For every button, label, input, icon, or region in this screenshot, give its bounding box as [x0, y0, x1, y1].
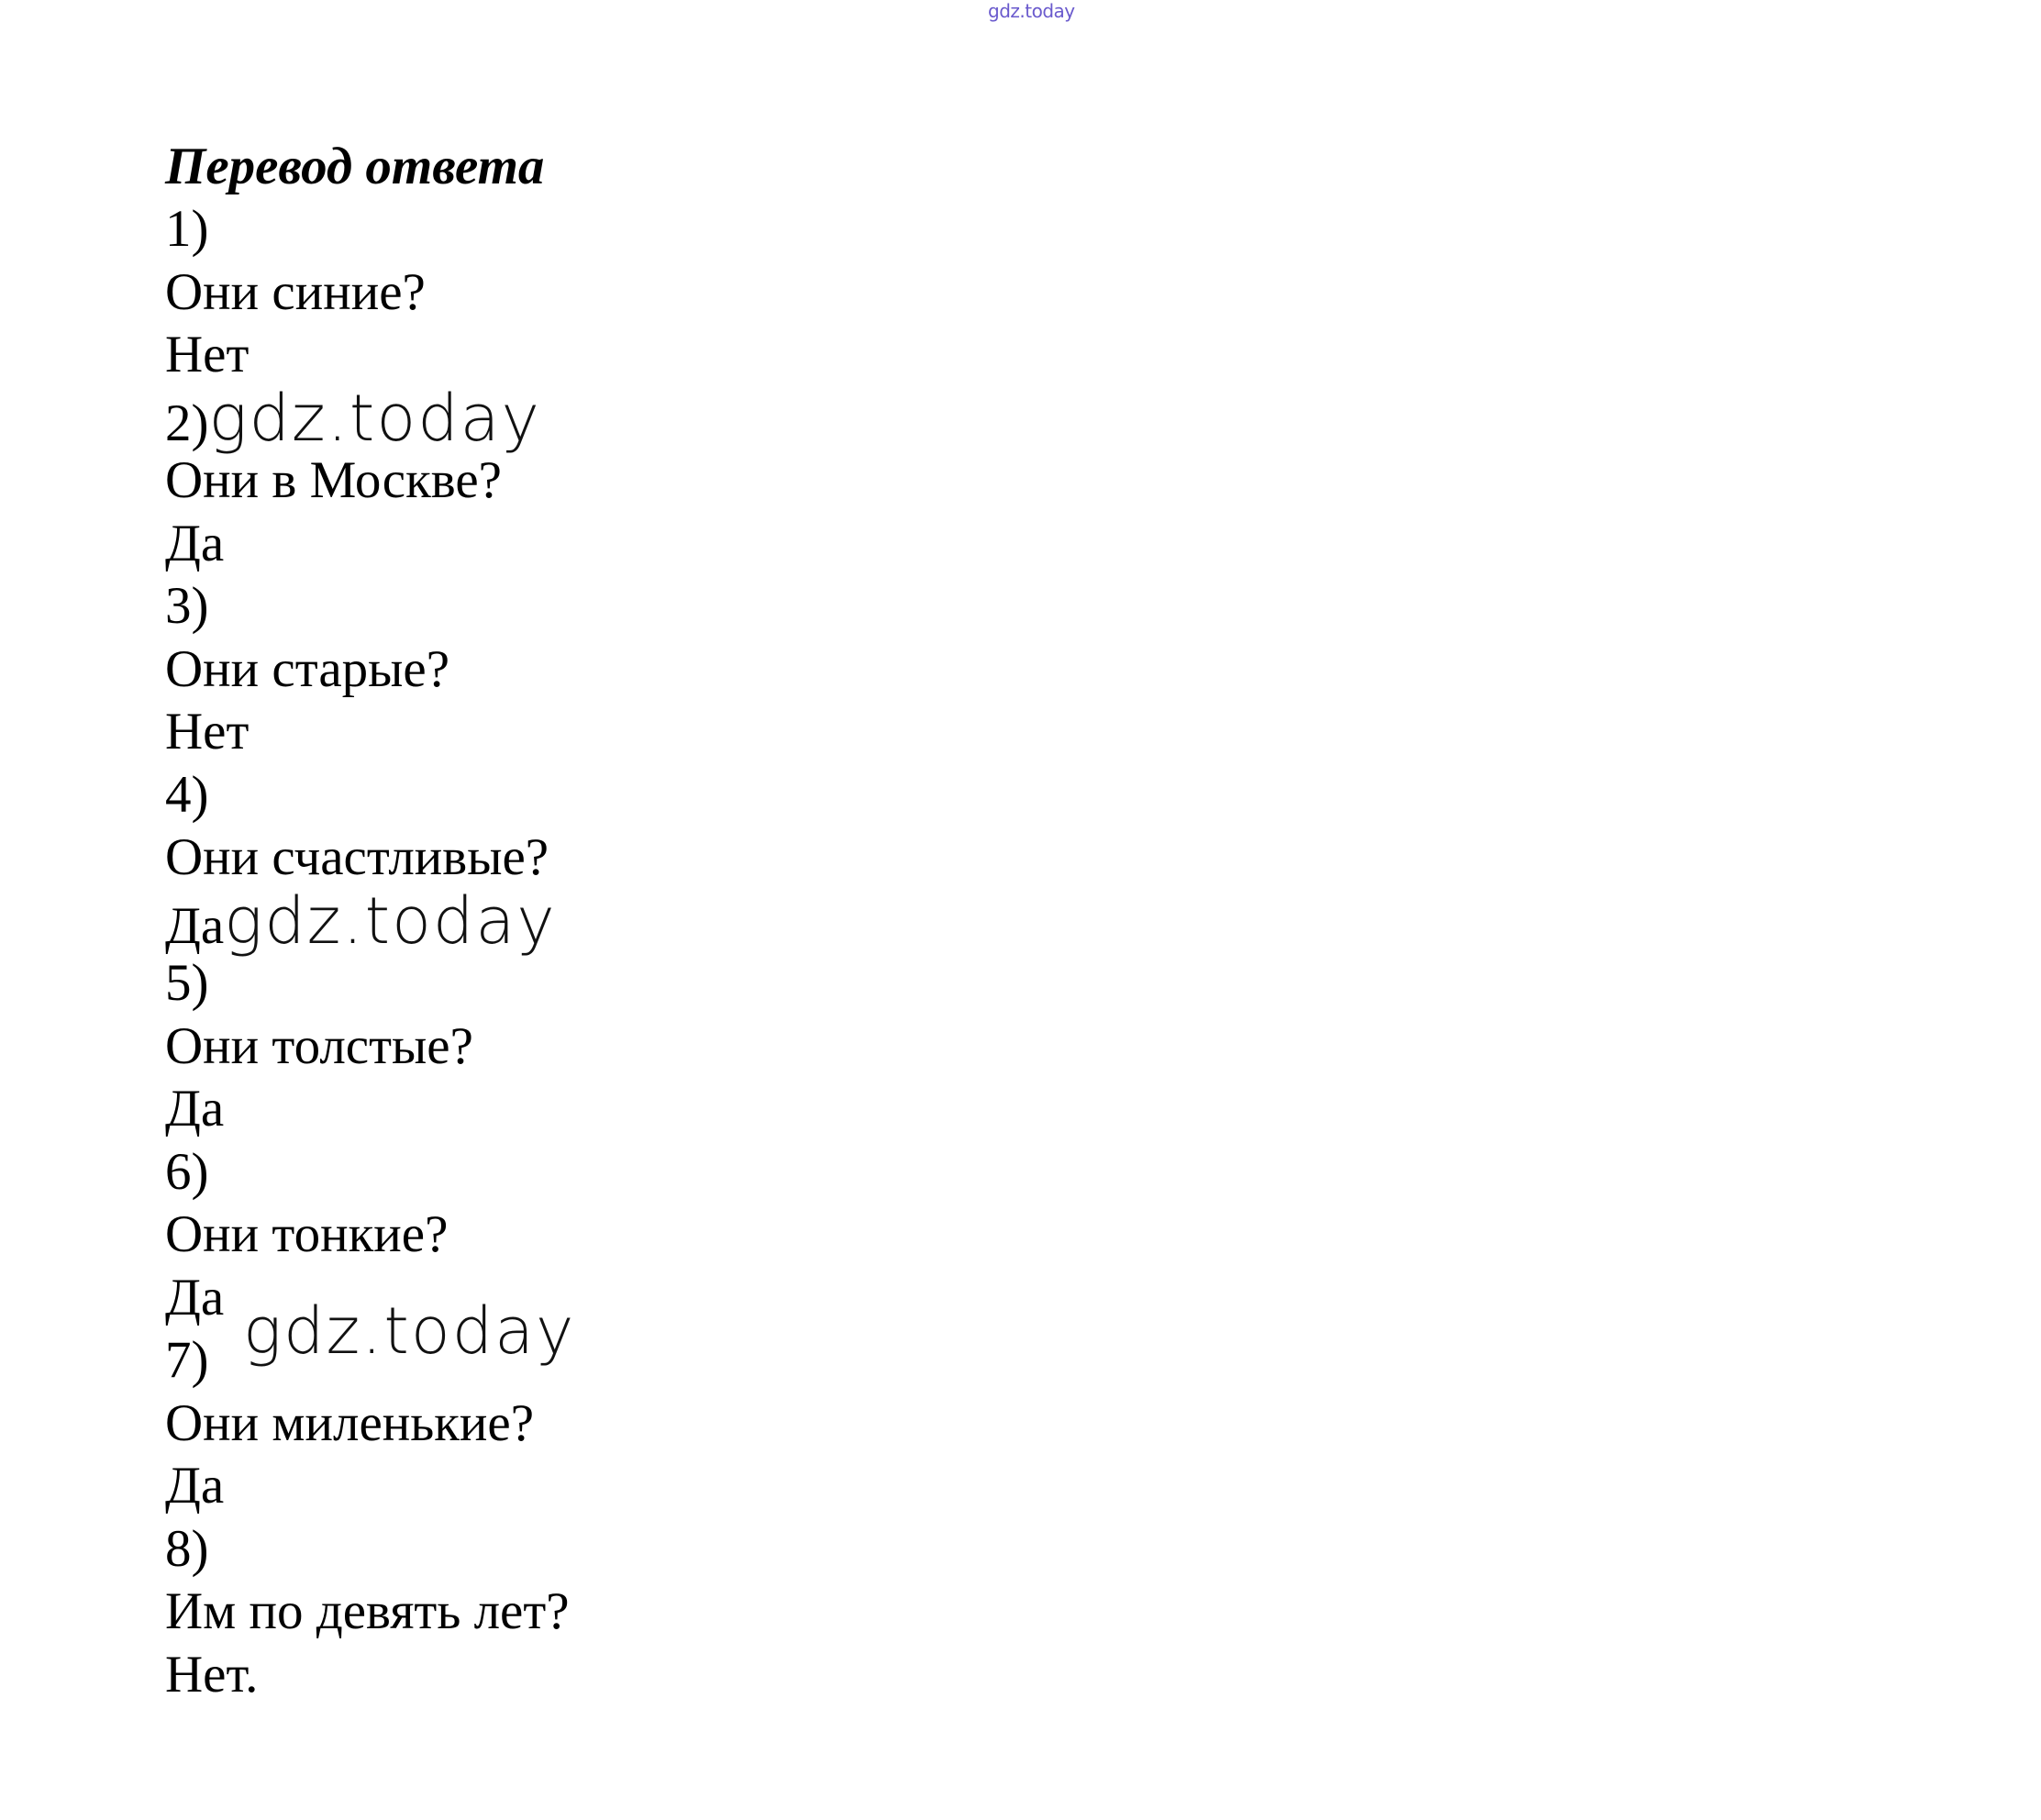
- header-watermark: gdz.today: [988, 0, 1075, 22]
- question-3: Они старые?: [165, 639, 450, 698]
- item-number-2: 2)gdz.today: [165, 380, 541, 456]
- item-number-4: 4): [165, 765, 209, 824]
- item-number-3: 3): [165, 577, 209, 635]
- question-5: Они толстые?: [165, 1016, 473, 1075]
- question-4: Они счастливые?: [165, 828, 549, 886]
- answer-8: Нет.: [165, 1645, 259, 1703]
- question-6: Они тонкие?: [165, 1205, 449, 1263]
- answer-2: Да: [165, 514, 225, 572]
- question-2: Они в Москве?: [165, 451, 502, 509]
- answer-5: Да: [165, 1080, 225, 1138]
- question-8: Им по девять лет?: [165, 1582, 570, 1640]
- watermark-gdz-today: gdz.today: [208, 380, 541, 456]
- watermark-gdz-today: gdz.today: [224, 882, 557, 959]
- answer-4: Даgdz.today: [165, 882, 557, 959]
- answer-1: Нет: [165, 326, 250, 383]
- item-number-1: 1): [165, 200, 209, 258]
- item-number-6: 6): [165, 1142, 209, 1201]
- question-7: Они миленькие?: [165, 1393, 535, 1452]
- item-number-8: 8): [165, 1519, 209, 1578]
- item-number-7: 7): [165, 1331, 209, 1389]
- answer-7: Да: [165, 1457, 225, 1515]
- answer-6: Да gdz.today: [165, 1268, 576, 1369]
- page-title: Перевод ответа: [165, 138, 545, 195]
- watermark-gdz-today: gdz.today: [243, 1293, 576, 1369]
- question-1: Они синие?: [165, 262, 426, 321]
- document-body: [165, 136, 1266, 1706]
- answer-3: Нет: [165, 703, 250, 760]
- item-number-5: 5): [165, 954, 209, 1012]
